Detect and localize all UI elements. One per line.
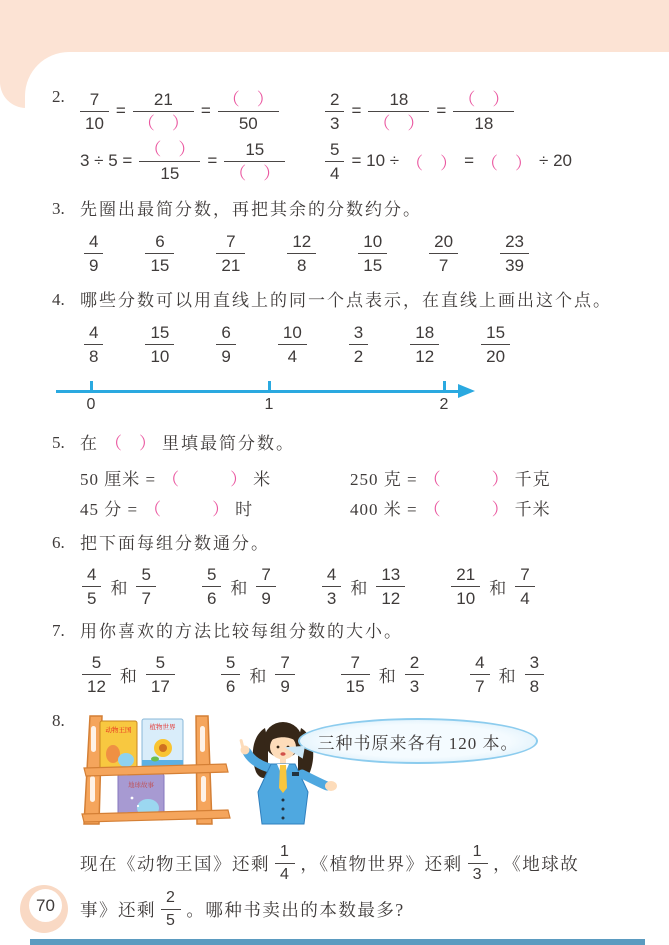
- fraction-pair: [82, 653, 175, 696]
- book-title: 动物王国: [105, 727, 132, 734]
- fraction-pair: [221, 653, 295, 696]
- fraction: $\frac{15}{10}$: [145, 323, 174, 366]
- number-line-arrow: [458, 384, 475, 398]
- problem-4-fractions: [84, 323, 655, 366]
- problem-4-title: 哪些分数可以用直线上的同一个点表示，在直线上画出这个点。: [80, 291, 612, 310]
- fraction: $\frac{2}{5}$: [161, 889, 181, 930]
- problem-8-number: 8.: [52, 711, 65, 730]
- problem-7: [52, 620, 655, 696]
- problem-7-title: 用你喜欢的方法比较每组分数的大小。: [80, 622, 403, 641]
- fraction: $\frac{4}{8}$: [84, 323, 103, 366]
- open-arm: [302, 774, 327, 786]
- book-title: 地球故事: [128, 782, 154, 789]
- number-line: [54, 378, 494, 422]
- blank-parentheses: （ ）: [406, 153, 458, 173]
- problem-5-number: 5.: [52, 433, 65, 452]
- fraction: $\frac{6}{15}$: [145, 232, 174, 275]
- problem-4: [52, 289, 655, 422]
- problem-5-title: 在 （ ） 里填最简分数。: [80, 434, 295, 453]
- problem-8: [52, 710, 655, 932]
- problem-7-number: 7.: [52, 621, 65, 640]
- tick-0: [90, 381, 93, 391]
- blank-parentheses: （ ）: [481, 153, 533, 173]
- equals-sign: =: [115, 101, 126, 120]
- problem-6: [52, 532, 655, 608]
- blank-parentheses: （ ）: [105, 434, 156, 453]
- problem-8-text: [80, 840, 625, 932]
- bottom-blue-bar: [30, 939, 645, 945]
- conversion-item: 50 厘米 = （ ） 米: [80, 465, 350, 490]
- equation-5-4: [325, 140, 572, 183]
- fraction-blank-numerator: $\frac{( )}{50}$: [218, 90, 279, 133]
- tick-label-0: 0: [86, 396, 96, 413]
- book-plant-world: [142, 719, 183, 772]
- conversion-item: 250 克 = （ ） 千克: [350, 465, 551, 490]
- problem-4-number: 4.: [52, 290, 65, 309]
- equation-2-3: [325, 90, 514, 133]
- text-line-1: 现在《动物王国》还剩 $\frac{1}{4}$ ，《植物世界》还剩 $\frac{1}{3}$ ，《地球故: [80, 842, 580, 883]
- fraction: $\frac{20}{7}$: [429, 232, 458, 275]
- equals-sign: =: [207, 151, 218, 170]
- and-word: 和: [249, 667, 267, 686]
- problem-6-pairs: [82, 565, 655, 608]
- fraction: $\frac{7}{9}$: [275, 653, 294, 696]
- equals-sign: =: [436, 101, 447, 120]
- fraction: $\frac{7}{9}$: [256, 565, 275, 608]
- fraction: $\frac{5}{4}$: [325, 140, 344, 183]
- equals-sign: =: [200, 101, 211, 120]
- problem-5: [52, 432, 655, 522]
- fraction: $\frac{2}{3}$: [325, 90, 344, 133]
- page-content: [0, 86, 669, 932]
- page-number: 70: [29, 889, 62, 922]
- problem8-illustration: [80, 710, 340, 828]
- fraction: $\frac{4}{7}$: [470, 653, 489, 696]
- fraction: $\frac{10}{15}$: [358, 232, 387, 275]
- fraction: $\frac{5}{17}$: [146, 653, 175, 696]
- fraction: $\frac{7}{21}$: [216, 232, 245, 275]
- fraction: $\frac{21}{10}$: [451, 565, 480, 608]
- fraction: $\frac{12}{8}$: [287, 232, 316, 275]
- problem-3-number: 3.: [52, 199, 65, 218]
- problem-6-number: 6.: [52, 533, 65, 552]
- blank-parentheses: （ ）: [423, 469, 509, 489]
- fraction: $\frac{4}{3}$: [322, 565, 341, 608]
- fraction: $\frac{5}{12}$: [82, 653, 111, 696]
- problem-3-fractions: [84, 232, 655, 275]
- equation-row-2: [80, 136, 655, 186]
- fraction: $\frac{13}{12}$: [376, 565, 405, 608]
- fraction: $\frac{10}{4}$: [278, 323, 307, 366]
- equation-tail: ÷ 20: [539, 151, 572, 170]
- fraction-blank-denominator: $\frac{21}{( )}$: [133, 90, 194, 133]
- fraction: $\frac{5}{6}$: [202, 565, 221, 608]
- fraction-blank-numerator: $\frac{( )}{18}$: [453, 90, 514, 133]
- equation-7-10: [80, 90, 325, 133]
- fraction: $\frac{3}{8}$: [525, 653, 544, 696]
- fraction: $\frac{4}{5}$: [82, 565, 101, 608]
- and-word: 和: [110, 579, 128, 598]
- and-word: 和: [230, 579, 248, 598]
- equation-row-1: [80, 86, 655, 136]
- fraction-blank-denominator: $\frac{15}{( )}$: [224, 140, 285, 183]
- fraction-pair: [202, 565, 276, 608]
- problem-2-number: 2.: [52, 87, 65, 106]
- conversion-row-1: [80, 462, 655, 492]
- fraction: $\frac{5}{6}$: [221, 653, 240, 696]
- fraction-pair: [82, 565, 156, 608]
- bookshelf-illustration: [82, 716, 230, 824]
- blank-parentheses: （ ）: [162, 469, 248, 489]
- conversion-row-2: [80, 492, 655, 522]
- tick-2: [443, 381, 446, 391]
- equation-middle: = 10 ÷: [351, 151, 400, 170]
- equals-sign: =: [464, 151, 475, 170]
- fraction-blank-denominator: $\frac{18}{( )}$: [368, 90, 429, 133]
- fraction: $\frac{7}{4}$: [515, 565, 534, 608]
- fraction-pair: [470, 653, 544, 696]
- problem-2: [52, 86, 655, 186]
- fraction-pair: [451, 565, 534, 608]
- book-animal-kingdom: [100, 721, 137, 772]
- fraction: $\frac{3}{2}$: [349, 323, 368, 366]
- fraction: $\frac{15}{20}$: [481, 323, 510, 366]
- speech-bubble-text: 三种书原来各有 120 本。: [317, 733, 519, 753]
- blank-parentheses: （ ）: [144, 499, 230, 519]
- fraction: $\frac{5}{7}$: [136, 565, 155, 608]
- problem-3: [52, 198, 655, 275]
- fraction: $\frac{4}{9}$: [84, 232, 103, 275]
- and-word: 和: [119, 667, 137, 686]
- and-word: 和: [350, 579, 368, 598]
- fraction: $\frac{1}{4}$: [275, 843, 295, 884]
- fraction: $\frac{2}{3}$: [405, 653, 424, 696]
- fraction: $\frac{1}{3}$: [468, 843, 488, 884]
- problem-8-illustration-row: [80, 710, 655, 832]
- equation-3-div-5: [80, 140, 325, 183]
- fraction-blank-numerator: $\frac{( )}{15}$: [139, 140, 200, 183]
- and-word: 和: [378, 667, 396, 686]
- tick-label-1: 1: [264, 396, 274, 413]
- tie: [279, 765, 287, 793]
- speech-bubble: [298, 718, 538, 764]
- blank-parentheses: （ ）: [423, 499, 509, 519]
- problem-3-title: 先圈出最简分数，再把其余的分数约分。: [80, 200, 422, 219]
- fraction: $\frac{6}{9}$: [216, 323, 235, 366]
- conversion-item: 45 分 = （ ） 时: [80, 495, 350, 520]
- and-word: 和: [498, 667, 516, 686]
- equals-sign: =: [351, 101, 362, 120]
- fraction: $\frac{23}{39}$: [500, 232, 529, 275]
- text-line-2: 事》还剩 $\frac{2}{5}$ 。哪种书卖出的本数最多?: [80, 888, 405, 929]
- problem-7-pairs: [82, 653, 655, 696]
- problem-6-title: 把下面每组分数通分。: [80, 534, 270, 553]
- equation-lead: 3 ÷ 5 =: [80, 151, 133, 170]
- book-title: 植物世界: [149, 724, 176, 731]
- fraction: $\frac{18}{12}$: [410, 323, 439, 366]
- and-word: 和: [489, 579, 507, 598]
- number-line-axis: [56, 390, 458, 393]
- fraction: $\frac{7}{15}$: [341, 653, 370, 696]
- fraction: $\frac{7}{10}$: [80, 90, 109, 133]
- fraction-pair: [341, 653, 424, 696]
- page-number-badge: [20, 885, 68, 933]
- tick-1: [268, 381, 271, 391]
- fraction-pair: [322, 565, 405, 608]
- tick-label-2: 2: [439, 396, 449, 413]
- conversion-item: 400 米 = （ ） 千米: [350, 495, 551, 520]
